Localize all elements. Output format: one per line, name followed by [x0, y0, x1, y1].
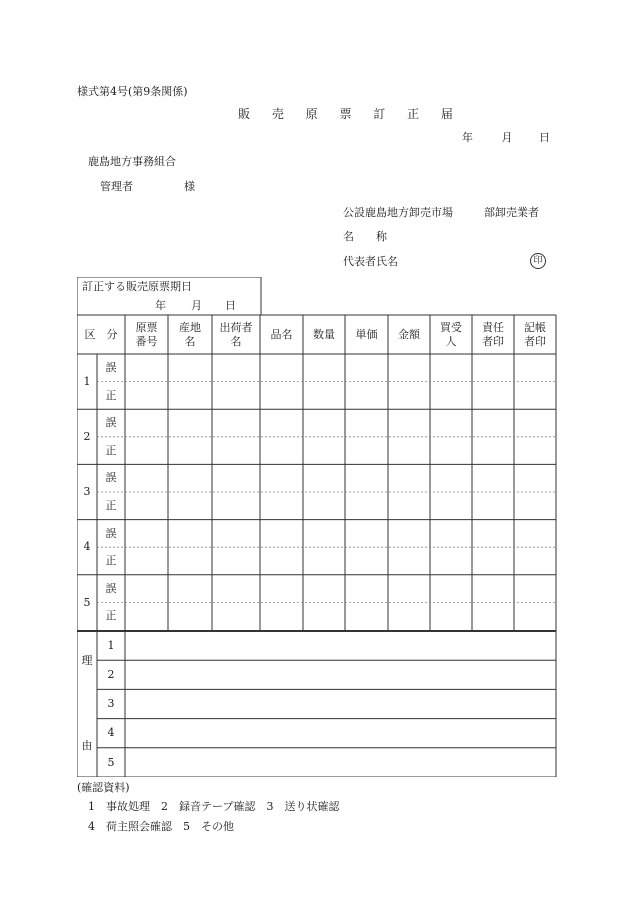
header-cell: 記帳 者印 [524, 320, 546, 348]
header-cell: 品名 [270, 327, 293, 341]
target-day: 日 [225, 299, 236, 312]
row-number: 2 [83, 429, 91, 443]
sub-row-error: 誤 [105, 526, 117, 540]
header-cell: 買受 人 [440, 320, 462, 348]
target-date-label: 訂正する販売原票期日 [82, 280, 192, 294]
addressee-honorific: 様 [184, 180, 195, 193]
sub-row-correct: 正 [105, 388, 117, 402]
header-cell: 産地 名 [179, 320, 201, 348]
sub-row-correct: 正 [105, 498, 117, 512]
reason-row-number: 1 [107, 638, 115, 652]
target-date-line [155, 299, 236, 312]
date-year-label: 年 [462, 131, 473, 144]
sub-row-error: 誤 [105, 471, 117, 485]
seal-mark: 印 [530, 253, 546, 269]
target-year: 年 [155, 299, 166, 312]
date-month-label: 月 [501, 131, 513, 144]
confirm-heading: (確認資料) [77, 781, 130, 794]
date-day-label: 日 [539, 131, 550, 144]
sub-row-error: 誤 [105, 581, 117, 595]
reason-char-yu: 由 [81, 739, 93, 753]
row-number: 4 [83, 540, 91, 554]
header-cell: 単価 [355, 327, 378, 341]
header-kubun: 区 分 [84, 327, 118, 341]
header-cell: 金額 [398, 327, 420, 341]
confirm-line-2: 4 荷主照会確認 5 その他 [88, 820, 234, 833]
submitter-name-label: 名 称 [343, 230, 387, 243]
submitter-type: 部卸売業者 [484, 206, 539, 219]
header-cell: 責任 者印 [482, 320, 504, 348]
row-number: 3 [83, 485, 91, 499]
page-title: 販 売 原 票 訂 正 届 [238, 107, 462, 121]
reason-row-number: 3 [107, 697, 115, 711]
confirm-line-1: 1 事故処理 2 録音テープ確認 3 送り状確認 [88, 800, 340, 813]
reason-row-number: 4 [107, 726, 115, 740]
sub-row-error: 誤 [105, 360, 117, 374]
header-cell: 出荷者 名 [219, 320, 253, 348]
submitter-rep-label: 代表者氏名 [343, 255, 398, 268]
sub-row-correct: 正 [105, 609, 117, 623]
reason-row-number: 2 [107, 667, 115, 681]
date-line [462, 131, 550, 144]
sub-row-error: 誤 [105, 416, 117, 430]
header-cell: 数量 [313, 327, 335, 341]
submitter-market: 公設鹿島地方卸売市場 [343, 206, 453, 219]
reason-char-ri: 理 [81, 654, 93, 668]
form-number: 様式第4号(第9条関係) [77, 85, 188, 98]
sub-row-correct: 正 [105, 443, 117, 457]
row-number: 1 [83, 374, 91, 388]
addressee-org: 鹿島地方事務組合 [88, 155, 176, 168]
row-number: 5 [83, 595, 91, 609]
addressee-manager: 管理者 [100, 180, 133, 193]
sub-row-correct: 正 [105, 554, 117, 568]
reason-row-number: 5 [107, 755, 115, 769]
header-cell: 原票 番号 [135, 320, 158, 348]
target-month: 月 [191, 299, 202, 312]
